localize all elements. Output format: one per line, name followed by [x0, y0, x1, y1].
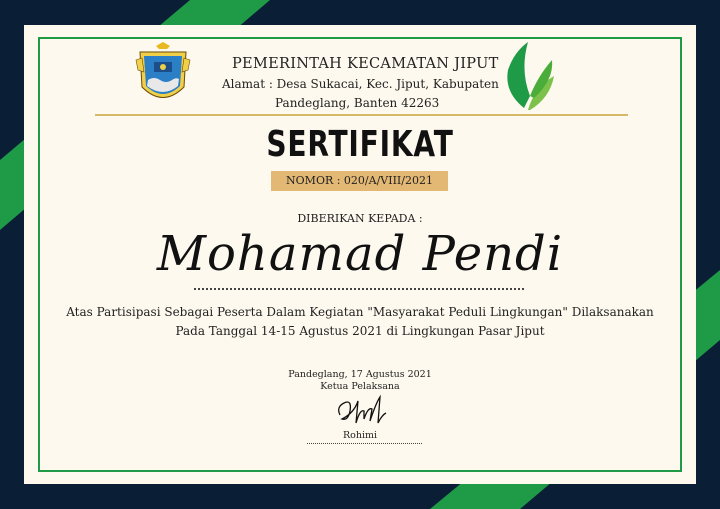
signature-place-date: Pandeglang, 17 Agustus 2021: [288, 369, 432, 380]
signature-line: [307, 443, 422, 444]
description-line1: Atas Partisipasi Sebagai Peserta Dalam Kegiatan "Masyarakat Peduli Lingkungan" Dilaksanakan: [66, 305, 654, 319]
regency-emblem-icon: [134, 42, 192, 110]
header-title: PEMERINTAH KECAMATAN JIPUT: [232, 56, 499, 72]
header-address-line2: Pandeglang, Banten 42263: [275, 96, 440, 110]
header-divider: [95, 114, 628, 116]
certificate-number-badge: NOMOR : 020/A/VIII/2021: [271, 171, 448, 191]
signature-name: Rohimi: [342, 430, 378, 441]
leaf-logo-icon: [500, 40, 556, 112]
description-line2: Pada Tanggal 14-15 Agustus 2021 di Lingkungan Pasar Jiput: [175, 324, 545, 338]
name-underline: [194, 288, 524, 290]
handwritten-signature: [334, 393, 390, 427]
recipient-name: Mohamad Pendi: [156, 226, 564, 282]
given-to-label: DIBERIKAN KEPADA :: [297, 212, 423, 225]
header-address-line1: Alamat : Desa Sukacai, Kec. Jiput, Kabupaten: [222, 77, 499, 91]
signature-role: Ketua Pelaksana: [320, 381, 400, 392]
certificate-title: SERTIFIKAT: [266, 124, 454, 165]
